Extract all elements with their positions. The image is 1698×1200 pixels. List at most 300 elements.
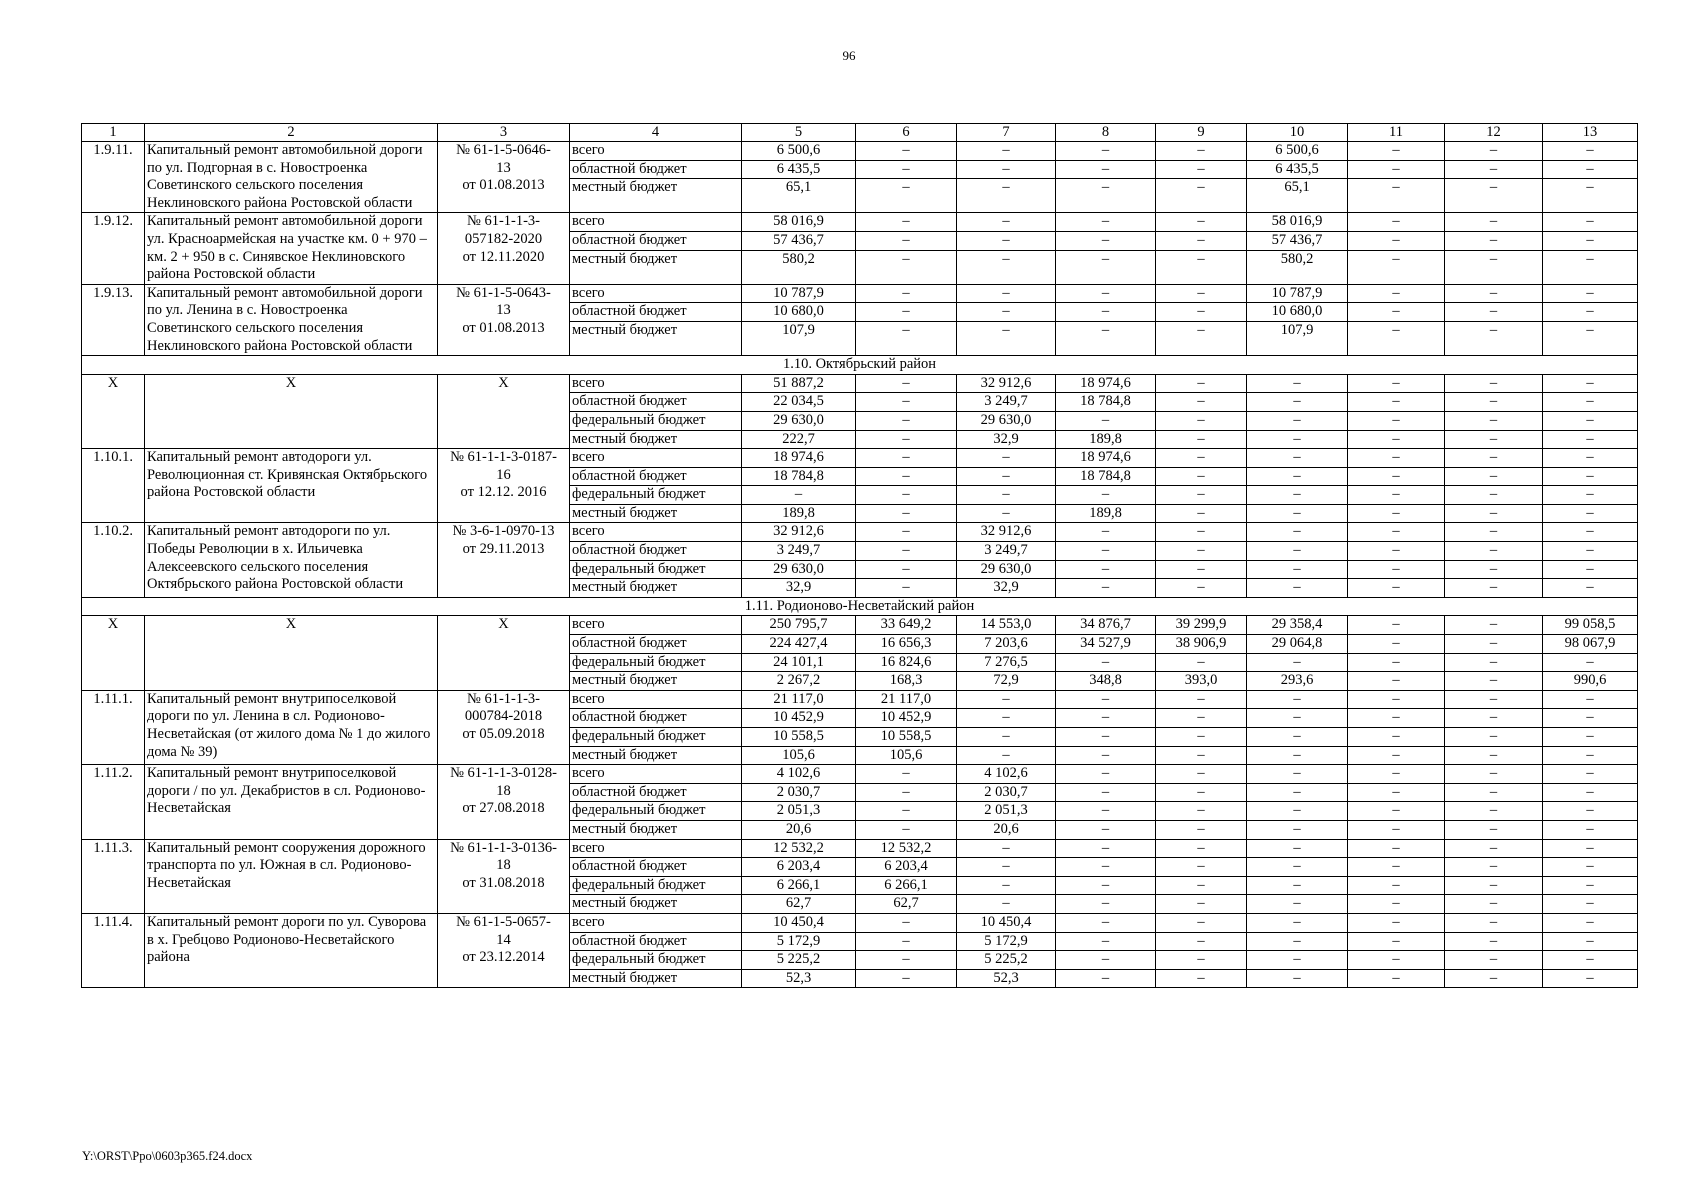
item-name: Капитальный ремонт автодороги ул. Революционная ст. Кривянская Октябрьского района Ростовской области [145,449,438,523]
amount-cell: 32 912,6 [957,523,1056,542]
amount-cell: – [1056,213,1156,232]
item-number: 1.10.1. [82,449,145,523]
amount-cell: 29 630,0 [742,411,856,430]
amount-cell: 32 912,6 [742,523,856,542]
amount-cell: – [856,142,957,161]
budget-source: всего [570,449,742,468]
amount-cell: – [1156,653,1247,672]
amount-cell: – [1348,709,1445,728]
header-cell: 2 [145,124,438,142]
amount-cell: 58 016,9 [1247,213,1348,232]
amount-cell: – [1056,179,1156,213]
amount-cell: 250 795,7 [742,616,856,635]
amount-cell: – [1543,820,1638,839]
amount-cell: – [957,858,1056,877]
document-line: 18 [496,857,511,874]
amount-cell: – [1445,430,1543,449]
amount-cell: 7 276,5 [957,653,1056,672]
amount-cell: 348,8 [1056,672,1156,691]
budget-source: всего [570,616,742,635]
item-name: Капитальный ремонт автомобильной дороги по ул. Ленина в с. Новостроенка Советинского сельского поселения Неклиновского района Ростовской области [145,284,438,355]
amount-cell: 21 117,0 [856,690,957,709]
table-row [82,616,1638,635]
amount-cell: 10 787,9 [1247,284,1348,303]
amount-cell: 10 787,9 [742,284,856,303]
amount-cell: – [1348,579,1445,598]
amount-cell: 222,7 [742,430,856,449]
amount-cell: – [1056,579,1156,598]
amount-cell: – [1445,411,1543,430]
amount-cell: – [1156,560,1247,579]
amount-cell: – [1445,895,1543,914]
amount-cell: – [1247,449,1348,468]
amount-cell: – [1056,820,1156,839]
amount-cell: 32,9 [957,579,1056,598]
budget-source: местный бюджет [570,430,742,449]
amount-cell: – [1445,374,1543,393]
amount-cell: – [1348,765,1445,784]
amount-cell: – [957,709,1056,728]
budget-source: федеральный бюджет [570,728,742,747]
amount-cell: – [957,284,1056,303]
amount-cell: – [1247,411,1348,430]
amount-cell: – [1543,969,1638,988]
amount-cell: – [1445,839,1543,858]
amount-cell: 65,1 [1247,179,1348,213]
amount-cell: – [856,393,957,412]
amount-cell: 16 824,6 [856,653,957,672]
budget-source: местный бюджет [570,179,742,213]
document-line: № 61-1-1-3-0128- [450,765,557,782]
amount-cell: – [1543,765,1638,784]
amount-cell: – [1445,542,1543,561]
amount-cell: – [1543,449,1638,468]
amount-cell: – [1543,486,1638,505]
amount-cell: – [856,250,957,284]
amount-cell: 12 532,2 [856,839,957,858]
amount-cell: – [1056,783,1156,802]
amount-cell: – [1056,653,1156,672]
amount-cell: – [1247,802,1348,821]
amount-cell: 10 680,0 [742,303,856,322]
amount-cell: 10 558,5 [742,728,856,747]
amount-cell: 189,8 [1056,430,1156,449]
amount-cell: 18 784,8 [742,467,856,486]
document-line: 14 [496,931,511,948]
amount-cell: – [1247,504,1348,523]
amount-cell: – [1348,160,1445,179]
amount-cell: 16 656,3 [856,635,957,654]
amount-cell: – [856,231,957,250]
amount-cell: – [1156,895,1247,914]
item-document [438,523,570,597]
amount-cell: 57 436,7 [742,231,856,250]
amount-cell: – [856,951,957,970]
amount-cell: – [856,374,957,393]
amount-cell: – [1445,765,1543,784]
amount-cell: – [1156,160,1247,179]
amount-cell: – [1056,709,1156,728]
amount-cell: – [856,449,957,468]
budget-source: областной бюджет [570,709,742,728]
amount-cell: – [1156,579,1247,598]
amount-cell: 18 784,8 [1056,393,1156,412]
amount-cell: 29 064,8 [1247,635,1348,654]
amount-cell: 6 203,4 [856,858,957,877]
amount-cell: – [856,179,957,213]
amount-cell: 6 435,5 [1247,160,1348,179]
document-line: 057182-2020 [464,230,543,247]
amount-cell: – [1445,303,1543,322]
amount-cell: – [1543,728,1638,747]
amount-cell: 105,6 [856,746,957,765]
amount-cell: – [1445,504,1543,523]
amount-cell: – [1348,250,1445,284]
header-cell: 1 [82,124,145,142]
amount-cell: – [1348,179,1445,213]
section-row [82,356,1638,375]
amount-cell: 2 030,7 [957,783,1056,802]
amount-cell: – [1056,284,1156,303]
amount-cell: – [1348,467,1445,486]
amount-cell: 6 500,6 [742,142,856,161]
section-title: 1.11. Родионово-Несветайский район [82,597,1638,616]
budget-source: федеральный бюджет [570,951,742,970]
amount-cell: – [1056,876,1156,895]
document-line: от 01.08.2013 [462,319,545,336]
amount-cell: 189,8 [1056,504,1156,523]
item-document [438,616,570,690]
amount-cell: – [1543,160,1638,179]
amount-cell: – [1056,250,1156,284]
amount-cell: – [1156,449,1247,468]
amount-cell: – [1445,560,1543,579]
amount-cell: – [1445,250,1543,284]
amount-cell: – [1445,393,1543,412]
header-cell: 3 [438,124,570,142]
amount-cell: – [1445,783,1543,802]
document-line: от 23.12.2014 [462,949,545,966]
amount-cell: – [1348,321,1445,355]
amount-cell: 6 500,6 [1247,142,1348,161]
header-cell: 7 [957,124,1056,142]
amount-cell: – [1348,542,1445,561]
amount-cell: – [856,504,957,523]
amount-cell: – [1348,728,1445,747]
document-line: 16 [496,466,511,483]
table-row [82,839,1638,858]
amount-cell: – [1543,284,1638,303]
amount-cell: 4 102,6 [957,765,1056,784]
amount-cell: – [1247,560,1348,579]
header-cell: 11 [1348,124,1445,142]
amount-cell: – [957,321,1056,355]
document-line: от 01.08.2013 [462,177,545,194]
amount-cell: – [1348,411,1445,430]
amount-cell: 3 249,7 [957,393,1056,412]
amount-cell: – [1445,160,1543,179]
amount-cell: – [1348,969,1445,988]
amount-cell: 33 649,2 [856,616,957,635]
amount-cell: – [957,839,1056,858]
amount-cell: 14 553,0 [957,616,1056,635]
amount-cell: – [1247,839,1348,858]
amount-cell: 5 225,2 [742,951,856,970]
document-line: X [498,374,509,391]
amount-cell: 6 266,1 [742,876,856,895]
amount-cell: – [1543,250,1638,284]
budget-source: всего [570,284,742,303]
budget-source: областной бюджет [570,160,742,179]
amount-cell: 293,6 [1247,672,1348,691]
amount-cell: – [856,932,957,951]
amount-cell: – [1445,213,1543,232]
amount-cell: 34 876,7 [1056,616,1156,635]
budget-source: всего [570,690,742,709]
item-name: Капитальный ремонт автомобильной дороги ул. Красноармейская на участке км. 0 + 970 – км. 2 + 950 в с. Синявское Неклиновского района Ростовской области [145,213,438,284]
amount-cell: – [1445,142,1543,161]
amount-cell: – [1445,467,1543,486]
amount-cell: – [1056,486,1156,505]
budget-source: всего [570,913,742,932]
amount-cell: 4 102,6 [742,765,856,784]
amount-cell: – [1543,653,1638,672]
amount-cell: – [1156,783,1247,802]
item-document [438,765,570,839]
amount-cell: – [1543,393,1638,412]
amount-cell: 990,6 [1543,672,1638,691]
amount-cell: 24 101,1 [742,653,856,672]
amount-cell: – [1348,523,1445,542]
amount-cell: – [1445,820,1543,839]
amount-cell: – [1056,932,1156,951]
amount-cell: – [1247,765,1348,784]
amount-cell: 10 452,9 [742,709,856,728]
amount-cell: – [1543,783,1638,802]
amount-cell: – [1348,951,1445,970]
amount-cell: 10 452,9 [856,709,957,728]
item-number: 1.11.4. [82,913,145,987]
amount-cell: – [1056,951,1156,970]
amount-cell: – [957,449,1056,468]
amount-cell: – [1543,142,1638,161]
item-name: Капитальный ремонт внутрипоселковой дороги по ул. Ленина в сл. Родионово-Несветайская (от жилого дома № 1 до жилого дома № 39) [145,690,438,764]
amount-cell: 3 249,7 [742,542,856,561]
item-number: 1.11.2. [82,765,145,839]
amount-cell: – [1543,579,1638,598]
budget-source: всего [570,523,742,542]
amount-cell: – [1156,284,1247,303]
amount-cell: – [1056,802,1156,821]
document-line: 18 [496,782,511,799]
amount-cell: – [1156,303,1247,322]
amount-cell: – [1056,690,1156,709]
amount-cell: – [1056,765,1156,784]
amount-cell: – [1056,142,1156,161]
amount-cell: – [1247,542,1348,561]
document-line: от 27.08.2018 [462,800,545,817]
item-name: X [145,616,438,690]
amount-cell: 32,9 [957,430,1056,449]
amount-cell: – [1247,430,1348,449]
amount-cell: 2 030,7 [742,783,856,802]
amount-cell: – [1543,560,1638,579]
document-line: от 12.12. 2016 [460,484,547,501]
amount-cell: – [1056,895,1156,914]
amount-cell: – [1445,653,1543,672]
amount-cell: – [1247,486,1348,505]
amount-cell: 99 058,5 [1543,616,1638,635]
amount-cell: 65,1 [742,179,856,213]
amount-cell: – [1543,542,1638,561]
amount-cell: – [1445,486,1543,505]
amount-cell: – [1445,179,1543,213]
section-row [82,597,1638,616]
budget-source: областной бюджет [570,393,742,412]
amount-cell: 5 172,9 [957,932,1056,951]
item-number: 1.10.2. [82,523,145,597]
budget-source: всего [570,142,742,161]
amount-cell: – [1543,876,1638,895]
budget-source: областной бюджет [570,783,742,802]
amount-cell: – [1247,820,1348,839]
budget-source: местный бюджет [570,820,742,839]
item-document [438,284,570,355]
amount-cell: – [1247,393,1348,412]
table-body [82,124,1638,988]
amount-cell: 5 225,2 [957,951,1056,970]
amount-cell: – [856,160,957,179]
amount-cell: – [1543,802,1638,821]
amount-cell: – [1056,728,1156,747]
amount-cell: – [1445,746,1543,765]
budget-source: местный бюджет [570,969,742,988]
amount-cell: – [1445,969,1543,988]
amount-cell: – [1156,374,1247,393]
amount-cell: 10 680,0 [1247,303,1348,322]
amount-cell: 34 527,9 [1056,635,1156,654]
amount-cell: 62,7 [742,895,856,914]
amount-cell: – [856,430,957,449]
footer-file-path: Y:\ORST\Ppo\0603p365.f24.docx [82,1149,253,1163]
item-number: X [82,616,145,690]
table-row [82,449,1638,468]
item-document [438,839,570,913]
amount-cell: – [742,486,856,505]
amount-cell: – [1348,560,1445,579]
amount-cell: – [1348,839,1445,858]
budget-source: всего [570,839,742,858]
amount-cell: – [1348,486,1445,505]
amount-cell: 5 172,9 [742,932,856,951]
amount-cell: – [856,486,957,505]
amount-cell: – [1156,231,1247,250]
amount-cell: 29 358,4 [1247,616,1348,635]
amount-cell: – [1348,746,1445,765]
item-number: X [82,374,145,448]
amount-cell: – [856,579,957,598]
amount-cell: – [1445,672,1543,691]
document-line: № 61-1-5-0657- [456,913,551,930]
amount-cell: – [1543,303,1638,322]
document-line: 13 [496,302,511,319]
amount-cell: – [1156,932,1247,951]
item-name: Капитальный ремонт сооружения дорожного транспорта по ул. Южная в сл. Родионово-Несветайская [145,839,438,913]
amount-cell: 52,3 [742,969,856,988]
budget-source: областной бюджет [570,635,742,654]
budget-source: местный бюджет [570,321,742,355]
document-line: № 61-1-1-3- [466,213,541,230]
amount-cell: – [1543,858,1638,877]
amount-cell: – [957,142,1056,161]
header-cell: 5 [742,124,856,142]
amount-cell: 18 974,6 [1056,374,1156,393]
budget-source: федеральный бюджет [570,653,742,672]
amount-cell: – [957,250,1056,284]
amount-cell: – [957,213,1056,232]
item-name: Капитальный ремонт дороги по ул. Суворова в х. Гребцово Родионово-Несветайского района [145,913,438,987]
amount-cell: – [1445,284,1543,303]
table-row [82,690,1638,709]
item-name: Капитальный ремонт автомобильной дороги по ул. Подгорная в с. Новостроенка Советинского сельского поселения Неклиновского района Ростовской области [145,142,438,213]
amount-cell: – [1543,951,1638,970]
item-name: Капитальный ремонт автодороги по ул. Победы Революции в х. Ильичевка Алексеевского сельского поселения Октябрьского района Ростовской области [145,523,438,597]
amount-cell: 29 630,0 [742,560,856,579]
amount-cell: – [856,969,957,988]
amount-cell: – [957,746,1056,765]
amount-cell: – [957,690,1056,709]
amount-cell: 224 427,4 [742,635,856,654]
item-name: Капитальный ремонт внутрипоселковой дороги / по ул. Декабристов в сл. Родионово-Несветайская [145,765,438,839]
item-number: 1.9.13. [82,284,145,355]
budget-table [81,123,1638,988]
amount-cell: 580,2 [1247,250,1348,284]
table-row [82,213,1638,232]
amount-cell: – [1056,560,1156,579]
amount-cell: – [1056,231,1156,250]
amount-cell: 168,3 [856,672,957,691]
amount-cell: – [1247,913,1348,932]
amount-cell: – [1247,467,1348,486]
amount-cell: 6 266,1 [856,876,957,895]
amount-cell: – [1543,467,1638,486]
amount-cell: – [957,160,1056,179]
amount-cell: – [1156,858,1247,877]
amount-cell: – [1348,393,1445,412]
amount-cell: – [1348,820,1445,839]
page-number: 96 [842,48,856,63]
item-document [438,213,570,284]
table-row [82,523,1638,542]
amount-cell: – [856,303,957,322]
amount-cell: – [1543,523,1638,542]
amount-cell: – [1156,913,1247,932]
amount-cell: – [1543,411,1638,430]
amount-cell: – [1348,449,1445,468]
amount-cell: – [1348,303,1445,322]
amount-cell: – [1156,765,1247,784]
amount-cell: – [1247,579,1348,598]
amount-cell: – [1156,142,1247,161]
amount-cell: 39 299,9 [1156,616,1247,635]
amount-cell: 2 051,3 [742,802,856,821]
amount-cell: – [1156,820,1247,839]
amount-cell: 29 630,0 [957,560,1056,579]
amount-cell: – [1247,653,1348,672]
amount-cell: – [1156,467,1247,486]
amount-cell: – [856,820,957,839]
budget-source: всего [570,765,742,784]
